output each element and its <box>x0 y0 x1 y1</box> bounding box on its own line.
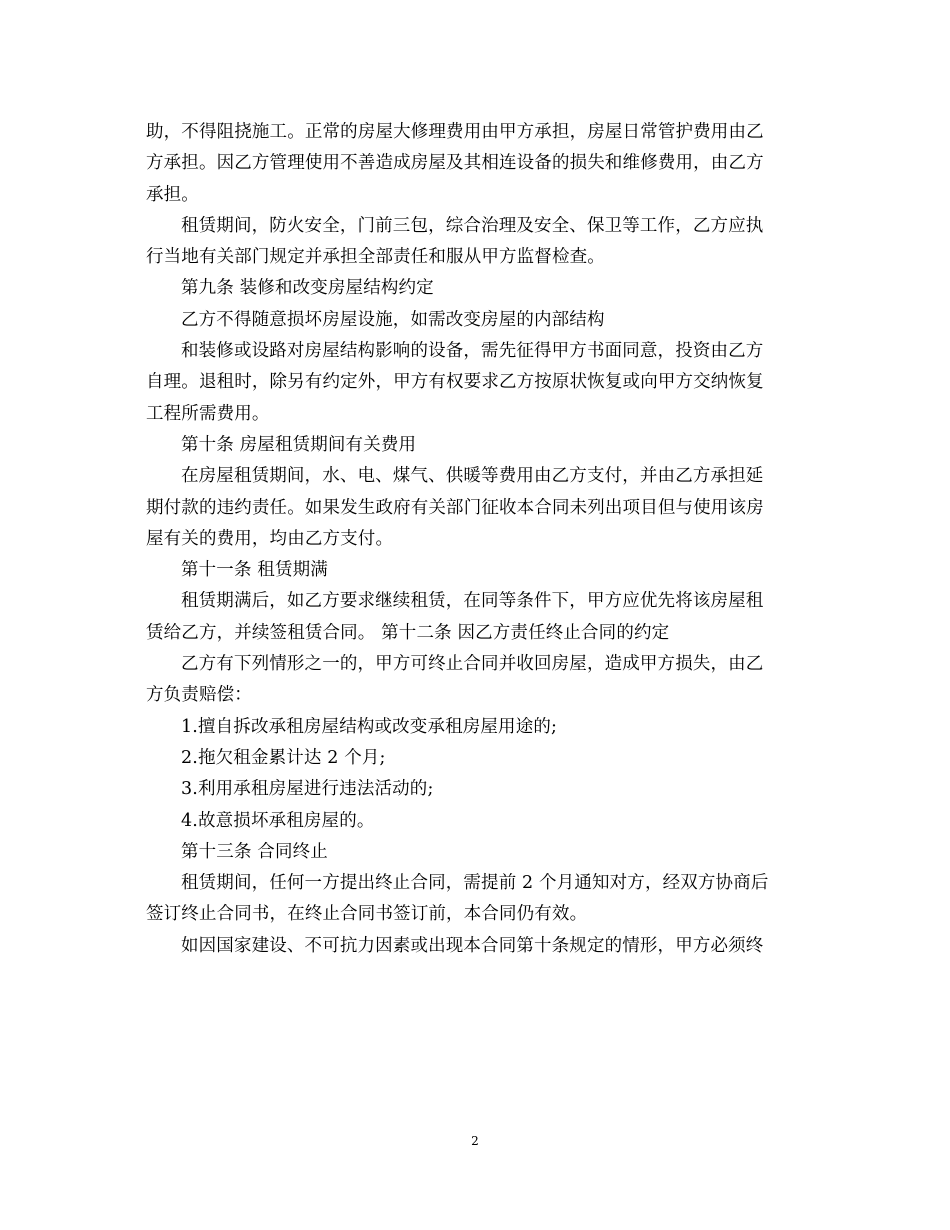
text-line: 3.利用承租房屋进行违法活动的; <box>181 779 434 800</box>
text-line: 方承担。因乙方管理使用不善造成房屋及其相连设备的损失和维修费用，由乙方 <box>146 153 764 174</box>
text-line: 第十一条 租赁期满 <box>181 560 328 581</box>
text-line: 签订终止合同书，在终止合同书签订前，本合同仍有效。 <box>146 904 588 925</box>
text-line: 租赁期间，防火安全，门前三包，综合治理及安全、保卫等工作，乙方应执 <box>181 215 764 236</box>
text-line: 乙方有下列情形之一的，甲方可终止合同并收回房屋，造成甲方损失，由乙 <box>181 654 764 675</box>
text-line: 屋有关的费用，均由乙方支付。 <box>146 528 394 549</box>
text-line: 乙方不得随意损坏房屋设施，如需改变房屋的内部结构 <box>181 309 605 330</box>
text-line: 第九条 装修和改变房屋结构约定 <box>181 278 434 299</box>
text-line: 工程所需费用。 <box>146 403 270 424</box>
text-line: 行当地有关部门规定并承担全部责任和服从甲方监督检查。 <box>146 247 605 268</box>
text-line: 4.故意损坏承租房屋的。 <box>181 810 375 831</box>
text-line: 在房屋租赁期间，水、电、煤气、供暖等费用由乙方支付，并由乙方承担延 <box>181 466 764 487</box>
text-line: 方负责赔偿： <box>146 685 252 706</box>
text-line: 助，不得阻挠施工。正常的房屋大修理费用由甲方承担，房屋日常管护费用由乙 <box>146 122 764 142</box>
text-line: 第十三条 合同终止 <box>181 841 328 862</box>
text-line: 如因国家建设、不可抗力因素或出现本合同第十条规定的情形，甲方必须终 <box>181 935 764 956</box>
text-line: 2.拖欠租金累计达 2 个月; <box>181 747 386 768</box>
text-line: 期付款的违约责任。如果发生政府有关部门征收本合同未列出项目但与使用该房 <box>146 497 764 518</box>
text-line: 赁给乙方，并续签租赁合同。 第十二条 因乙方责任终止合同的约定 <box>146 622 670 643</box>
text-line: 1.擅自拆改承租房屋结构或改变承租房屋用途的; <box>181 716 558 737</box>
text-line: 第十条 房屋租赁期间有关费用 <box>181 434 417 455</box>
text-line: 租赁期满后，如乙方要求继续租赁，在同等条件下，甲方应优先将该房屋租 <box>181 591 764 612</box>
text-line: 自理。退租时，除另有约定外，甲方有权要求乙方按原状恢复或向甲方交纳恢复 <box>146 372 764 393</box>
page-number: 2 <box>471 1134 479 1148</box>
text-line: 和装修或设路对房屋结构影响的设备，需先征得甲方书面同意，投资由乙方 <box>181 341 764 362</box>
text-line: 承担。 <box>146 184 199 205</box>
document-body <box>146 117 806 962</box>
text-line: 租赁期间，任何一方提出终止合同，需提前 2 个月通知对方，经双方协商后 <box>181 873 769 894</box>
